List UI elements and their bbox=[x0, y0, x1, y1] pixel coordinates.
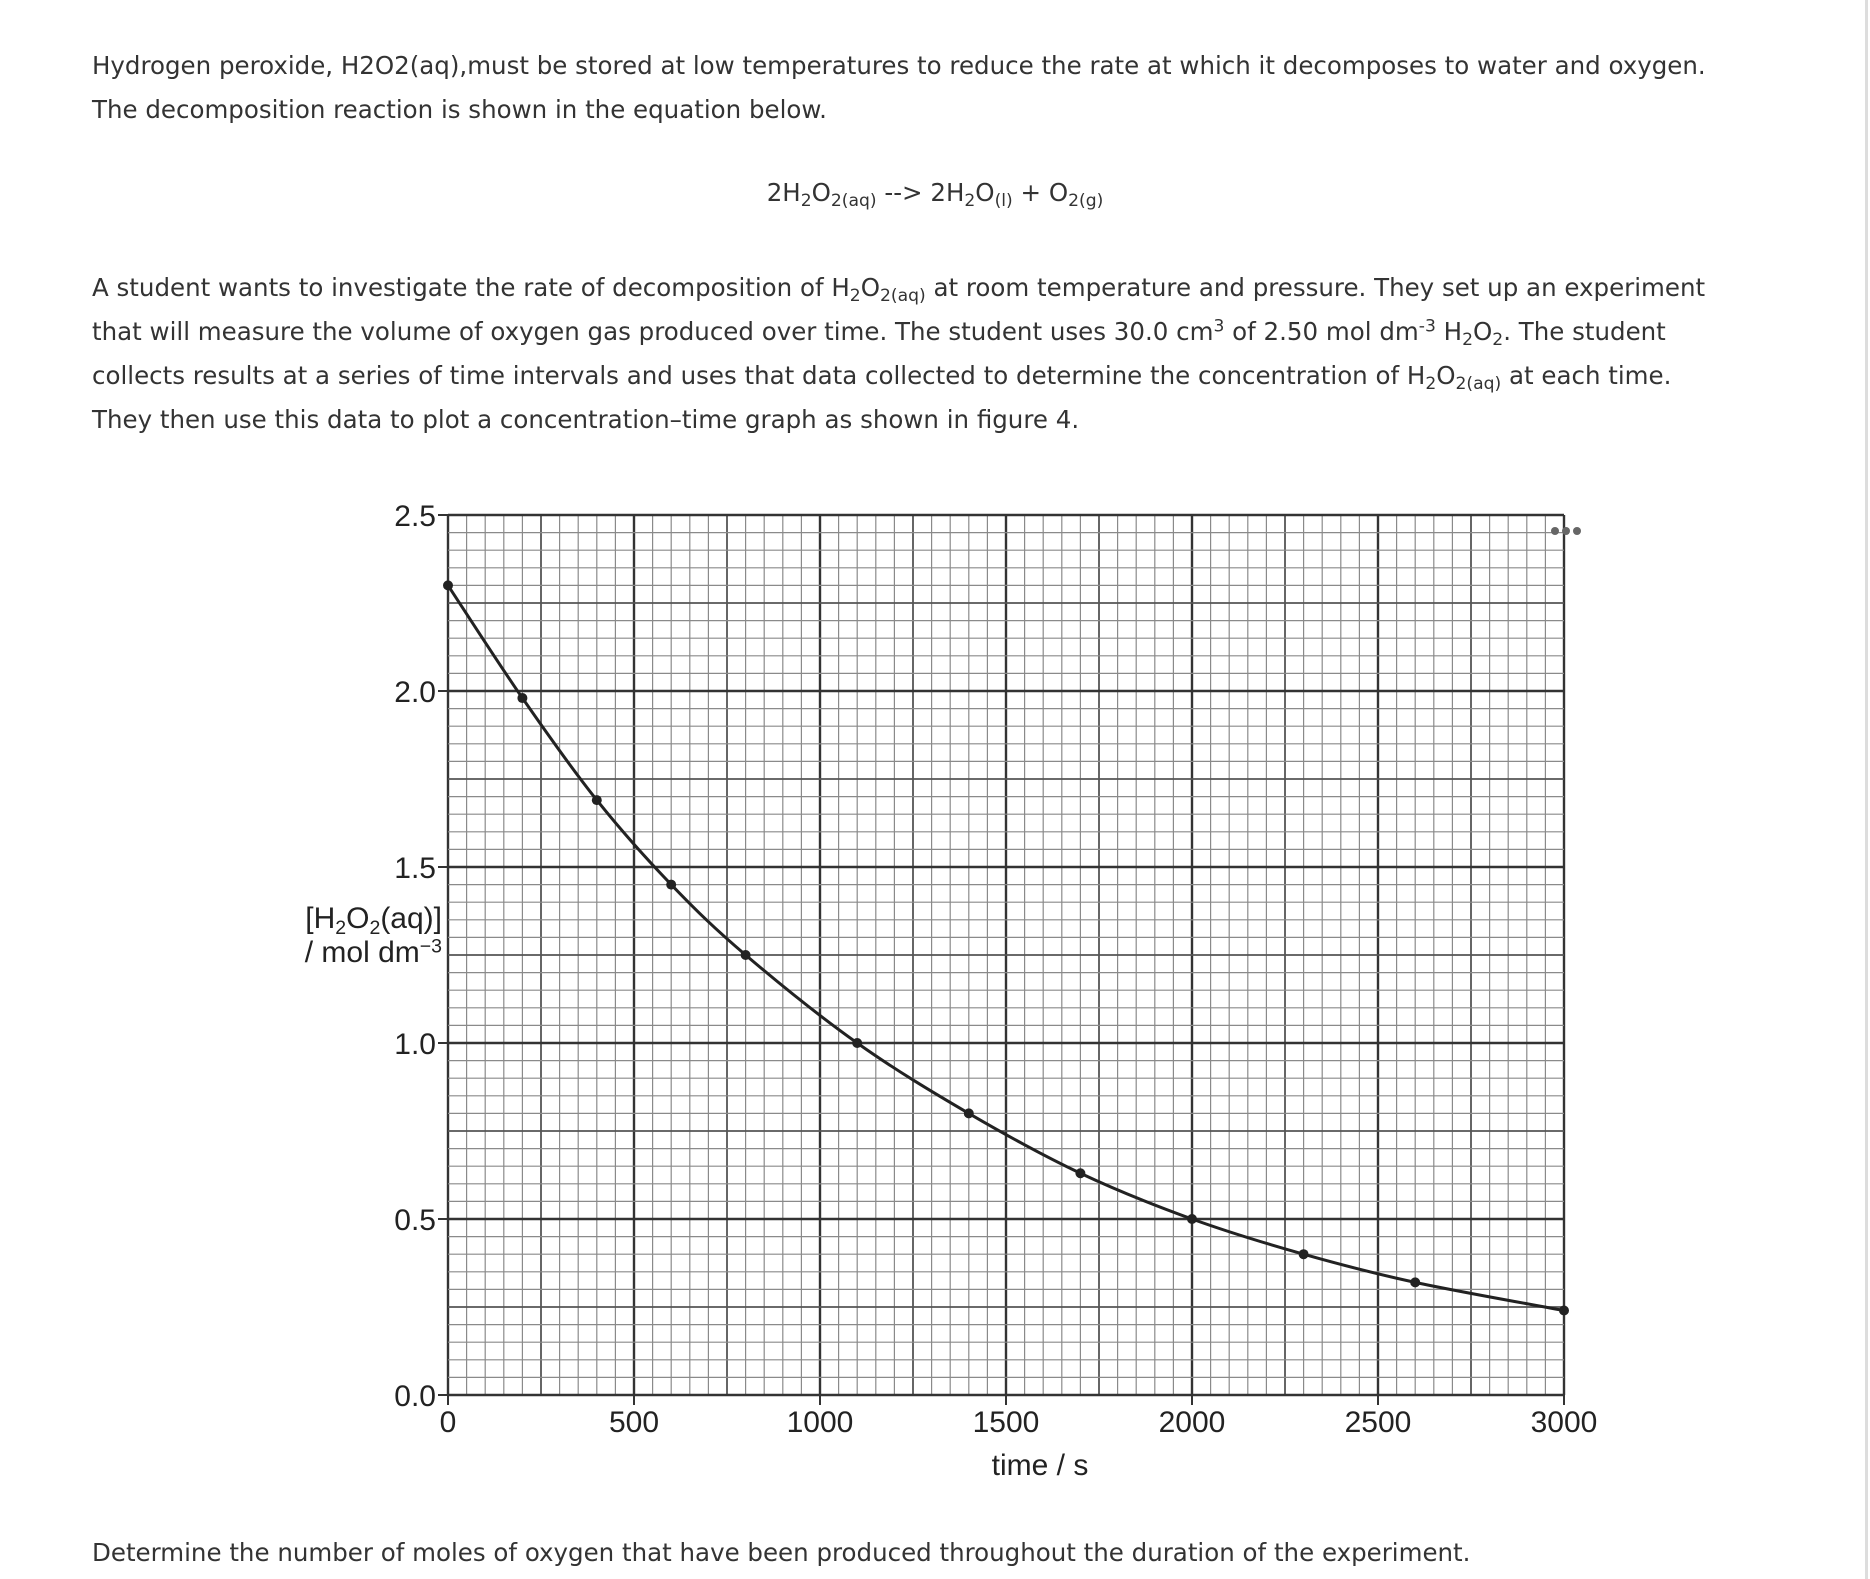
text: [H bbox=[305, 902, 336, 935]
x-tick-label: 1500 bbox=[972, 1406, 1040, 1439]
eq-part: 2(g) bbox=[1068, 191, 1104, 212]
eq-part: O bbox=[811, 178, 831, 207]
eq-part: 2 bbox=[964, 191, 976, 212]
text: / mol dm bbox=[304, 936, 420, 969]
text: 2 bbox=[1492, 330, 1504, 351]
data-point bbox=[517, 693, 527, 703]
text: 3 bbox=[1213, 316, 1225, 337]
eq-part: O bbox=[1048, 178, 1069, 207]
text: H bbox=[1435, 317, 1463, 346]
text: A student wants to investigate the rate of decomposition of H bbox=[92, 273, 850, 302]
y-tick-label: 2.5 bbox=[394, 500, 436, 533]
text: 2 bbox=[369, 916, 381, 939]
dot bbox=[1562, 527, 1570, 535]
x-axis-label: time / s bbox=[991, 1449, 1089, 1482]
data-point bbox=[666, 880, 676, 890]
data-point bbox=[1410, 1277, 1420, 1287]
eq-part: 2 bbox=[800, 191, 812, 212]
eq-part: (l) bbox=[994, 191, 1013, 212]
x-tick-label: 2000 bbox=[1158, 1406, 1226, 1439]
data-point bbox=[1299, 1249, 1309, 1259]
y-tick-label: 1.5 bbox=[394, 852, 436, 885]
text: 2(aq) bbox=[1455, 374, 1502, 395]
data-point bbox=[741, 950, 751, 960]
text: (aq)] bbox=[380, 902, 442, 935]
text: 2 bbox=[1425, 374, 1437, 395]
text: at room temperature and pressure. They set up an experiment bbox=[925, 273, 1706, 302]
text: that will measure the volume of oxygen gas produced over time. The student uses 30.0 cm bbox=[92, 317, 1214, 346]
y-tick-label: 0.0 bbox=[394, 1380, 436, 1413]
x-tick-label: 2500 bbox=[1344, 1406, 1412, 1439]
text: -3 bbox=[1418, 316, 1436, 337]
text: O bbox=[860, 273, 880, 302]
x-tick-label: 3000 bbox=[1530, 1406, 1598, 1439]
text: O bbox=[1436, 361, 1456, 390]
y-tick-label: 2.0 bbox=[394, 676, 436, 709]
data-point bbox=[1187, 1214, 1197, 1224]
text: 2 bbox=[335, 916, 347, 939]
data-point bbox=[1559, 1306, 1569, 1316]
data-point bbox=[443, 580, 453, 590]
eq-part: 2H bbox=[930, 178, 965, 207]
eq-plus: + bbox=[1012, 178, 1049, 207]
ellipsis-icon[interactable] bbox=[1551, 527, 1581, 535]
data-point bbox=[852, 1038, 862, 1048]
text: O bbox=[1472, 317, 1493, 346]
text: −3 bbox=[419, 935, 442, 958]
data-point bbox=[964, 1108, 974, 1118]
data-point bbox=[1075, 1168, 1085, 1178]
dot bbox=[1573, 527, 1581, 535]
x-tick-label: 500 bbox=[608, 1406, 660, 1439]
y-axis-label bbox=[282, 902, 442, 970]
text: collects results at a series of time intervals and uses that data collected to determine the concentration of H bbox=[92, 361, 1426, 390]
text: of 2.50 mol dm bbox=[1224, 317, 1419, 346]
question-text: Determine the number of moles of oxygen that have been produced throughout the duration of the experiment. bbox=[92, 1538, 1471, 1567]
intro-line-1: Hydrogen peroxide, H2O2(aq),must be stored at low temperatures to reduce the rate at which it decomposes to water and oxygen. bbox=[92, 51, 1706, 80]
paragraph-line-4: They then use this data to plot a concentration–time graph as shown in figure 4. bbox=[92, 405, 1080, 434]
intro-line-2: The decomposition reaction is shown in the equation below. bbox=[92, 95, 827, 124]
scrollbar-edge bbox=[1865, 0, 1868, 1579]
data-point bbox=[592, 795, 602, 805]
dot bbox=[1551, 527, 1559, 535]
y-tick-label: 0.5 bbox=[394, 1204, 436, 1237]
eq-part: O bbox=[975, 178, 995, 207]
x-tick-label: 1000 bbox=[786, 1406, 854, 1439]
eq-part: 2(aq) bbox=[830, 191, 877, 212]
x-tick-label: 0 bbox=[439, 1406, 457, 1439]
grid bbox=[448, 515, 1564, 1395]
eq-arrow: --> bbox=[876, 178, 931, 207]
text: O bbox=[346, 902, 370, 935]
text: at each time. bbox=[1501, 361, 1672, 390]
text: 2(aq) bbox=[880, 286, 926, 307]
axis-ticks bbox=[394, 500, 1597, 1439]
text: 2 bbox=[1462, 330, 1473, 351]
text: 2 bbox=[849, 286, 861, 307]
eq-part: 2H bbox=[766, 178, 801, 207]
text: . The student bbox=[1503, 317, 1666, 346]
y-tick-label: 1.0 bbox=[394, 1028, 436, 1061]
